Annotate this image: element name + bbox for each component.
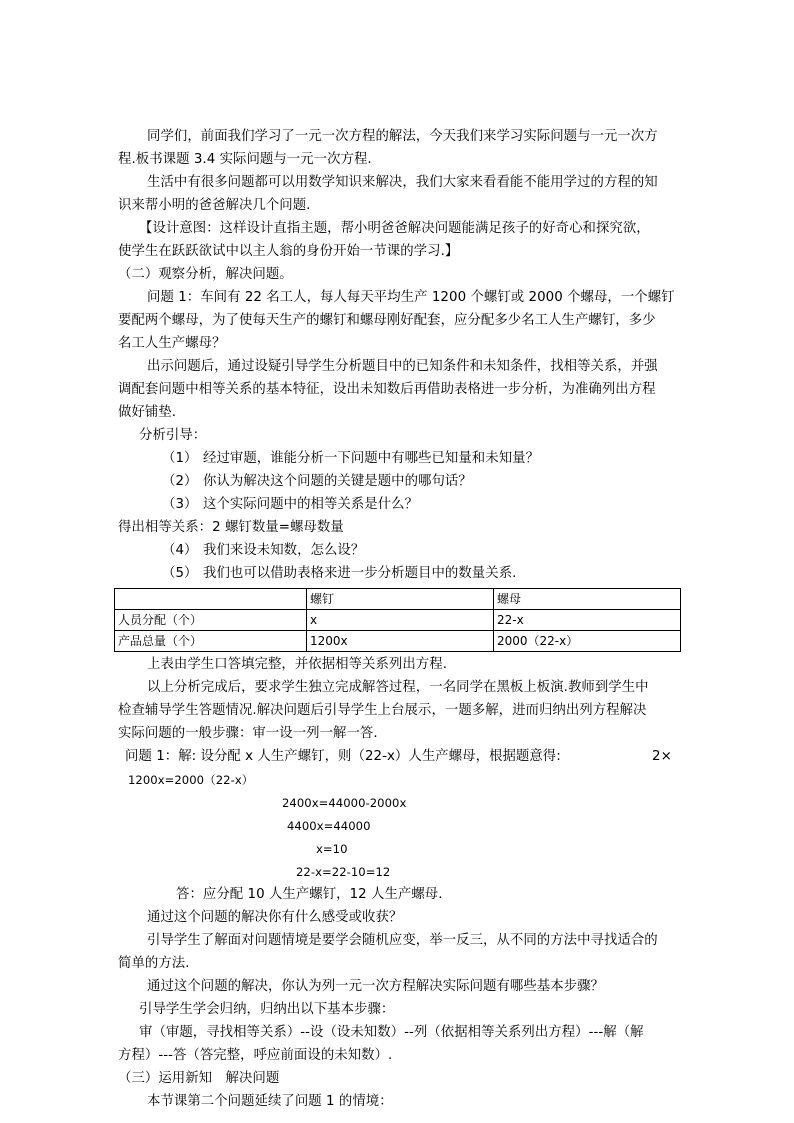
table-cell: 1200x — [307, 631, 494, 652]
table-cell: x — [307, 610, 494, 631]
question-text: 这个实际问题中的相等关系是什么？ — [203, 497, 419, 512]
answer-line: 答：应分配 10 人生产螺钉，12 人生产螺母. — [176, 887, 443, 902]
equation-line: 1200x=2000（22-x） — [128, 773, 254, 787]
section-heading: （二）观察分析，解决问题。 — [118, 267, 293, 282]
table-header-cell: 螺母 — [494, 589, 681, 610]
equation-line: 2400x=44000-2000x — [282, 796, 407, 810]
equation-line: x=10 — [316, 842, 348, 856]
guidance-line: 调配套问题中相等关系的基本特征，设出未知数后再借助表格进一步分析，为准确列出方程 — [118, 382, 656, 397]
table-cell: 产品总量（个） — [115, 631, 307, 652]
design-intent-line: 使学生在跃跃欲试中以主人翁的身份开始一节课的学习.】 — [118, 244, 459, 259]
guidance-line: 做好铺垫. — [118, 405, 177, 420]
problem-text-line: 要配两个螺母，为了使每天生产的螺钉和螺母刚好配套，应分配多少名工人生产螺钉，多少 — [118, 313, 656, 328]
table-cell: 2000（22-x） — [494, 631, 681, 652]
table-cell: 人员分配（个） — [115, 610, 307, 631]
reflection-question: 通过这个问题的解决你有什么感受或收获？ — [147, 910, 403, 925]
reflection-question: 通过这个问题的解决，你认为列一元一次方程解决实际问题有哪些基本步骤？ — [147, 979, 604, 994]
reflection-line: 简单的方法. — [118, 956, 190, 971]
reflection-line: 引导学生了解面对问题情境是要学会随机应变，举一反三，从不同的方法中寻找适合的 — [147, 933, 658, 948]
design-intent-line: 【设计意图：这样设计直指主题，帮小明爸爸解决问题能满足孩子的好奇心和探究欲， — [139, 221, 650, 236]
intro-paragraph-line: 同学们，前面我们学习了一元一次方程的解法，今天我们来学习实际问题与一元一次方 — [147, 129, 658, 144]
after-table-line: 以上分析完成后，要求学生独立完成解答过程，一名同学在黑板上板演.教师到学生中 — [147, 680, 649, 695]
problem-text-line: 名工人生产螺母？ — [118, 336, 226, 351]
problem-text-line: 问题 1：车间有 22 名工人，每人每天平均生产 1200 个螺钉或 2000 个螺母，一个螺钉 — [147, 290, 675, 305]
question-number: （4） — [162, 543, 198, 558]
question-number: （5） — [162, 566, 198, 581]
question-number: （2） — [162, 474, 198, 489]
table-row — [115, 631, 681, 652]
analysis-table — [114, 588, 681, 652]
table-header-cell — [115, 589, 307, 610]
equation-line: 22-x=22-10=12 — [296, 865, 391, 879]
question-text: 经过审题，谁能分析一下问题中有哪些已知量和未知量？ — [203, 451, 540, 466]
question-text: 我们来设未知数，怎么设？ — [203, 543, 365, 558]
solution-line: 问题 1：解: 设分配 x 人生产螺钉，则（22-x）人生产螺母，根据题意得: — [125, 749, 561, 764]
reflection-line: 引导学生学会归纳，归纳出以下基本步骤： — [139, 1002, 395, 1017]
equation-line: 4400x=44000 — [287, 819, 371, 833]
table-row — [115, 610, 681, 631]
intro-paragraph-line: 程.板书课题 3.4 实际问题与一元一次方程. — [118, 152, 372, 167]
question-number: （3） — [162, 497, 198, 512]
guidance-line: 出示问题后，通过设疑引导学生分析题目中的已知条件和未知条件，找相等关系，并强 — [147, 359, 658, 374]
question-text: 你认为解决这个问题的关键是题中的哪句话？ — [203, 474, 472, 489]
section-heading: （三）运用新知 解决问题 — [118, 1071, 280, 1086]
section-paragraph-line: 本节课第二个问题延续了问题 1 的情境： — [147, 1094, 393, 1109]
steps-line: 方程）---答（答完整，呼应前面设的未知数）. — [118, 1048, 393, 1063]
intro-paragraph-line: 识来帮小明的爸爸解决几个问题. — [118, 198, 311, 213]
after-table-line: 上表由学生口答填完整，并依据相等关系列出方程. — [147, 657, 447, 672]
intro-paragraph-line: 生活中有很多问题都可以用数学知识来解决，我们大家来看看能不能用学过的方程的知 — [147, 175, 658, 190]
question-text: 我们也可以借助表格来进一步分析题目中的数量关系. — [203, 566, 517, 581]
analysis-label: 分析引导： — [139, 428, 207, 443]
after-table-line: 实际问题的一般步骤：审一设一列一解一答. — [118, 726, 378, 741]
table-header-cell: 螺钉 — [307, 589, 494, 610]
equality-relation: 得出相等关系：2 螺钉数量=螺母数量 — [118, 520, 344, 535]
after-table-line: 检查辅导学生答题情况.解决问题后引导学生上台展示，一题多解，进而归纳出列方程解决 — [118, 703, 647, 718]
steps-line: 审（审题，寻找相等关系）--设（设未知数）--列（依据相等关系列出方程）---解（解 — [139, 1025, 644, 1040]
table-header-row — [115, 589, 681, 610]
question-number: （1） — [162, 451, 198, 466]
table-cell: 22-x — [494, 610, 681, 631]
solution-multiplier: 2× — [652, 749, 672, 764]
